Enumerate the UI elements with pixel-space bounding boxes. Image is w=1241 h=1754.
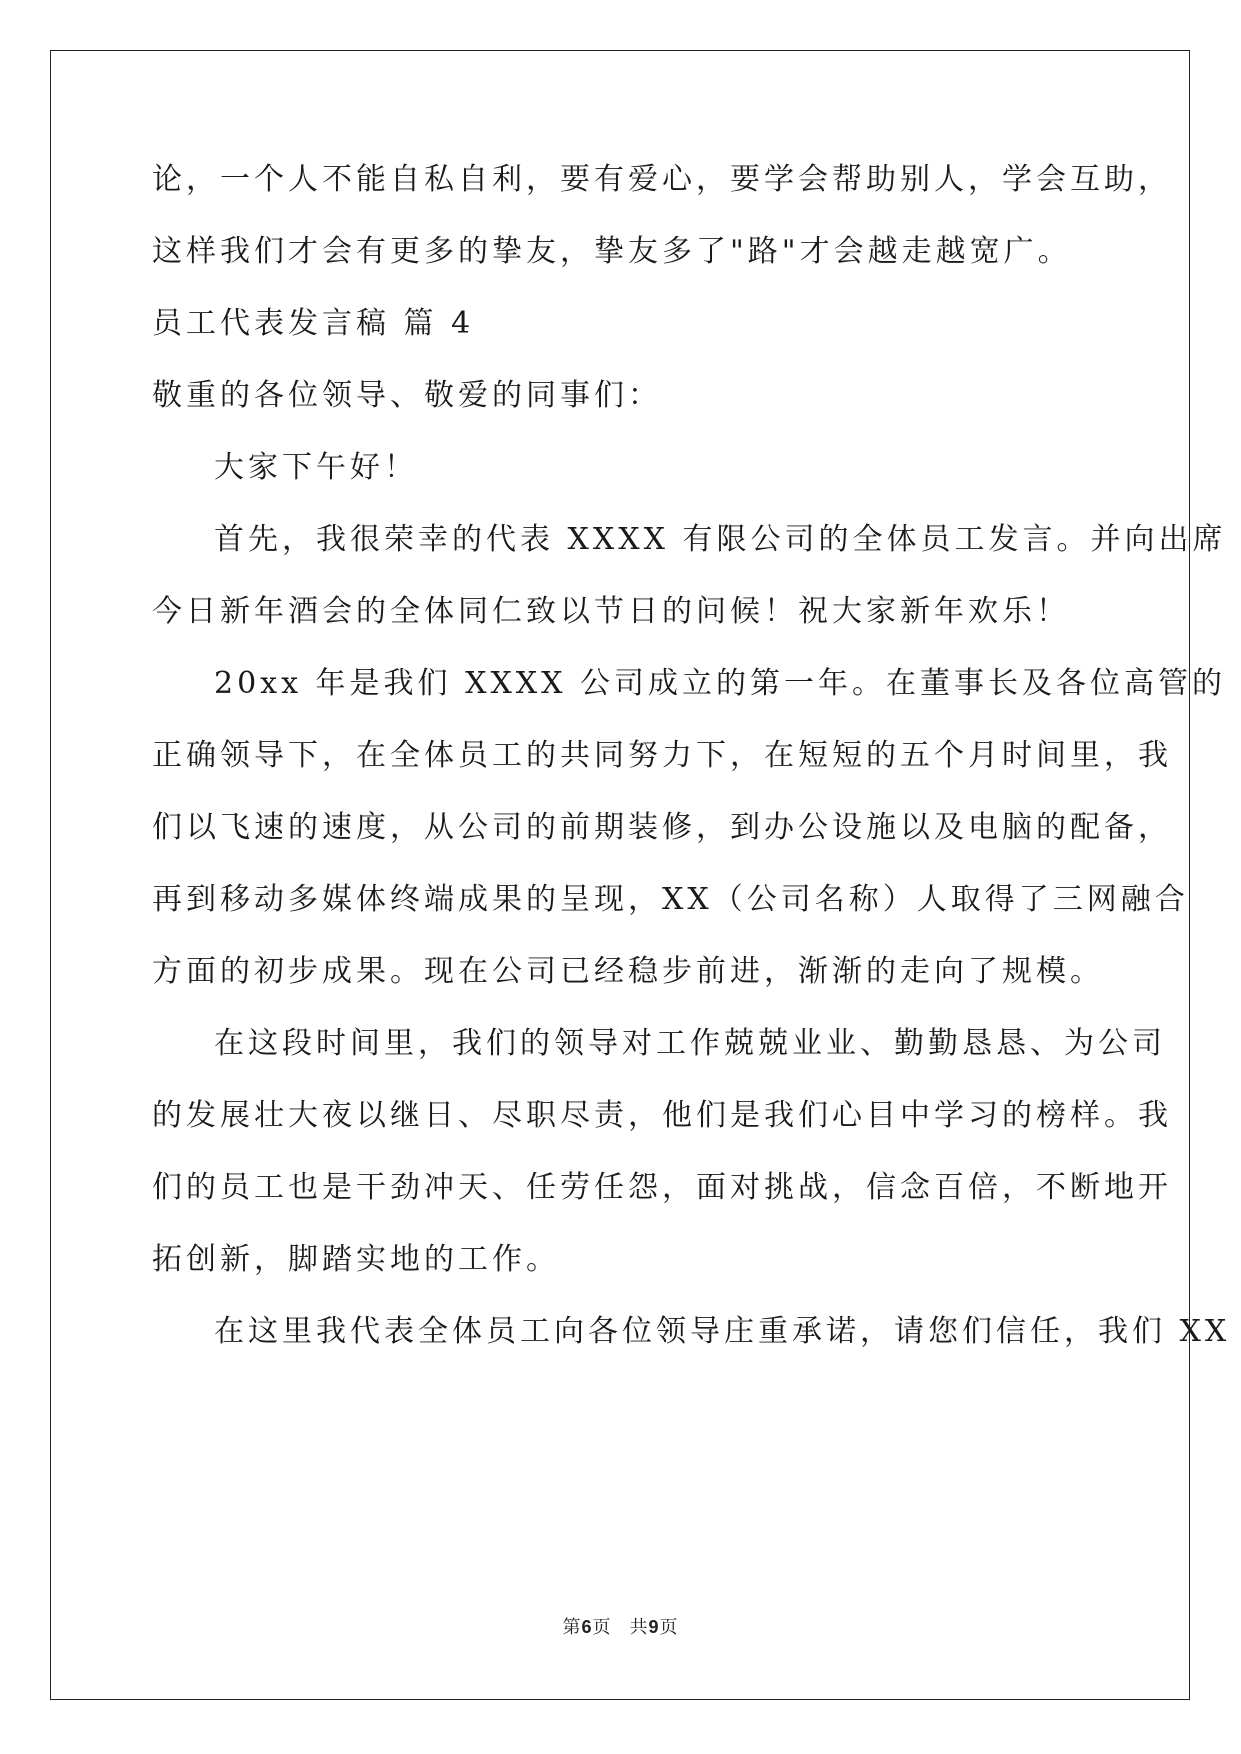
total-prefix: 共	[629, 1617, 649, 1638]
page-frame	[50, 50, 1190, 1700]
greeting: 大家下午好！	[214, 450, 418, 485]
text-line: 正确领导下，在全体员工的共同努力下，在短短的五个月时间里，我	[152, 738, 1172, 773]
text-line: 论，一个人不能自私自利，要有爱心，要学会帮助别人，学会互助，	[152, 162, 1172, 197]
total-suffix: 页	[659, 1617, 679, 1638]
section-heading: 员工代表发言稿 篇 4	[152, 306, 475, 341]
text-line: 们以飞速的速度，从公司的前期装修，到办公设施以及电脑的配备，	[152, 810, 1172, 845]
page-footer	[0, 1613, 1241, 1639]
text-line: 方面的初步成果。现在公司已经稳步前进，渐渐的走向了规模。	[152, 954, 1104, 989]
paragraph-start: 在这段时间里，我们的领导对工作兢兢业业、勤勤恳恳、为公司	[214, 1026, 1166, 1061]
salutation: 敬重的各位领导、敬爱的同事们：	[152, 378, 662, 413]
text-line: 拓创新，脚踏实地的工作。	[152, 1242, 560, 1277]
page-prefix: 第	[562, 1617, 582, 1638]
paragraph-start: 在这里我代表全体员工向各位领导庄重承诺，请您们信任，我们 XX	[214, 1314, 1231, 1349]
text-line: 今日新年酒会的全体同仁致以节日的问候！祝大家新年欢乐！	[152, 594, 1070, 629]
text-line: 的发展壮大夜以继日、尽职尽责，他们是我们心目中学习的榜样。我	[152, 1098, 1172, 1133]
page-current: 6	[581, 1617, 593, 1637]
text-line: 这样我们才会有更多的挚友，挚友多了"路"才会越走越宽广。	[152, 234, 1072, 269]
page-suffix: 页	[592, 1617, 612, 1638]
page-total: 9	[648, 1617, 660, 1637]
paragraph-start: 20xx 年是我们 XXXX 公司成立的第一年。在董事长及各位高管的	[214, 666, 1227, 701]
text-line: 们的员工也是干劲冲天、任劳任怨，面对挑战，信念百倍，不断地开	[152, 1170, 1172, 1205]
text-line: 再到移动多媒体终端成果的呈现，XX（公司名称）人取得了三网融合	[152, 882, 1189, 917]
paragraph-start: 首先，我很荣幸的代表 XXXX 有限公司的全体员工发言。并向出席	[214, 522, 1227, 557]
